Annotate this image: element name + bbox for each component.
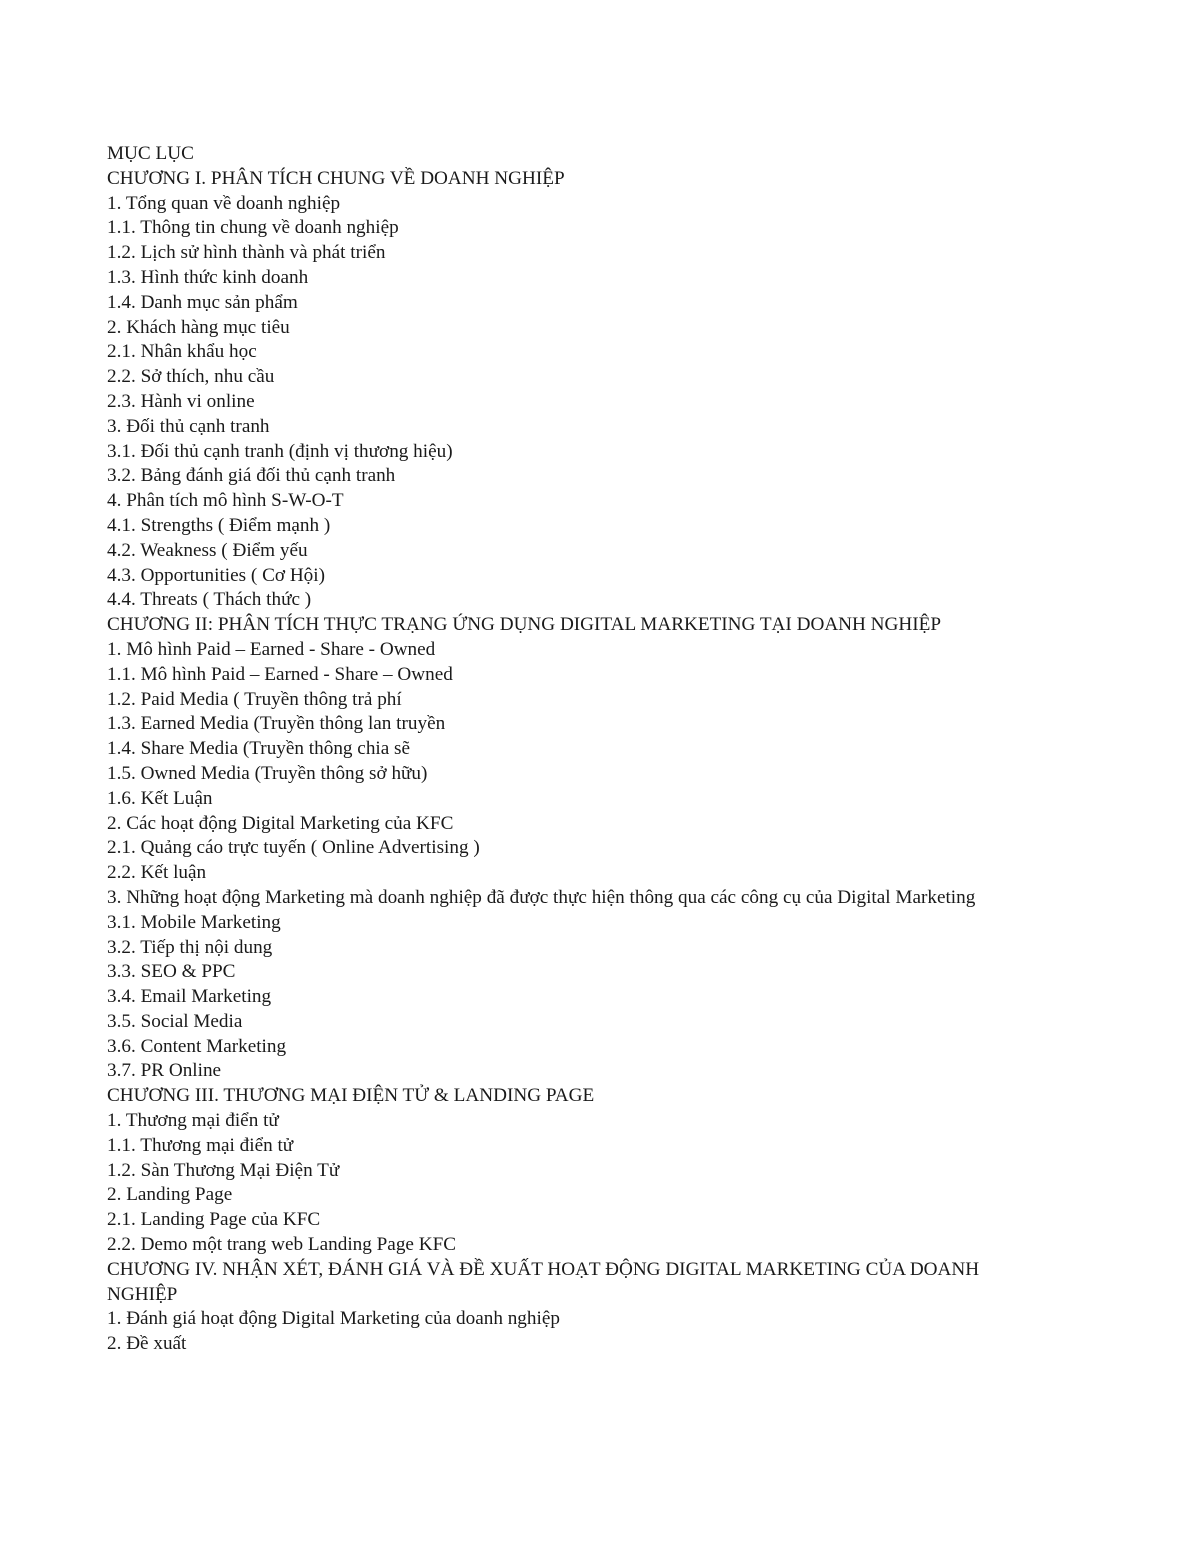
toc-line: 1.4. Share Media (Truyền thông chia sẽ [107,738,411,760]
toc-line: 3. Những hoạt động Marketing mà doanh nghiệp đã được thực hiện thông qua các công cụ của Digital Marketing [107,886,976,908]
toc-line: 4.2. Weakness ( Điểm yếu [107,539,308,561]
toc-line: 2. Khách hàng mục tiêu [107,316,290,338]
toc-line: 1. Thương mại điển tử [107,1110,279,1132]
toc-line: 4.3. Opportunities ( Cơ Hội) [107,564,325,586]
toc-line: 3.1. Mobile Marketing [107,911,281,933]
toc-line: 3. Đối thủ cạnh tranh [107,415,270,437]
toc-line: 3.6. Content Marketing [107,1035,287,1057]
toc-line: 1.2. Sàn Thương Mại Điện Tử [107,1159,340,1181]
toc-line: CHƯƠNG III. THƯƠNG MẠI ĐIỆN TỬ & LANDING PAGE [107,1085,595,1107]
toc-line: 1.3. Earned Media (Truyền thông lan truyền [107,713,446,735]
toc-line: 1.1. Mô hình Paid – Earned - Share – Owned [107,663,453,685]
toc-line: 2. Đề xuất [107,1333,187,1355]
toc-title: MỤC LỤC [107,143,194,164]
toc-line: 1.4. Danh mục sản phẩm [107,291,298,313]
toc-line: 2.3. Hành vi online [107,390,255,412]
toc-line: 1.1. Thương mại điển tử [107,1134,294,1156]
toc-line: 2. Landing Page [107,1184,233,1206]
toc-line: 3.2. Tiếp thị nội dung [107,936,273,958]
toc-line: 1. Tổng quan về doanh nghiệp [107,192,341,214]
toc-line: 1.3. Hình thức kinh doanh [107,266,309,288]
toc-line: 4.4. Threats ( Thách thức ) [107,589,312,611]
toc-line: 3.2. Bảng đánh giá đối thủ cạnh tranh [107,465,396,487]
toc-line: 3.3. SEO & PPC [107,961,236,983]
toc-line: 3.5. Social Media [107,1010,243,1032]
toc-line: 1.5. Owned Media (Truyền thông sở hữu) [107,762,428,784]
toc-line: 1.6. Kết Luận [107,787,213,809]
toc-line: CHƯƠNG I. PHÂN TÍCH CHUNG VỀ DOANH NGHIỆP [107,167,565,189]
toc-line: 1. Đánh giá hoạt động Digital Marketing của doanh nghiệp [107,1308,560,1330]
toc-line: 1.2. Lịch sử hình thành và phát triển [107,242,386,264]
toc-line: 2.2. Demo một trang web Landing Page KFC [107,1234,457,1256]
toc-line: 4.1. Strengths ( Điểm mạnh ) [107,514,331,536]
toc-line: 2.1. Quảng cáo trực tuyến ( Online Advertising ) [107,837,480,859]
toc-line: CHƯƠNG II: PHÂN TÍCH THỰC TRẠNG ỨNG DỤNG DIGITAL MARKETING TẠI DOANH NGHIỆP [107,614,942,636]
toc-line: 1.2. Paid Media ( Truyền thông trả phí [107,688,402,710]
toc-list [107,167,1107,1357]
chapter-4-heading-continued: NGHIỆP [107,1283,178,1305]
toc-line: 3.1. Đối thủ cạnh tranh (định vị thương hiệu) [107,440,453,462]
toc-line: 2. Các hoạt động Digital Marketing của KFC [107,812,454,834]
toc-line: 3.7. PR Online [107,1060,222,1082]
toc-line: 2.2. Kết luận [107,862,207,884]
toc-line: 1. Mô hình Paid – Earned - Share - Owned [107,638,436,660]
toc-line: 2.1. Nhân khẩu học [107,341,257,363]
chapter-4-heading: CHƯƠNG IV. NHẬN XÉT, ĐÁNH GIÁ VÀ ĐỀ XUẤT HOẠT ĐỘNG DIGITAL MARKETING CỦA DOANH [107,1258,980,1280]
toc-line: 2.1. Landing Page của KFC [107,1209,321,1231]
document-page [107,142,1107,1357]
toc-line: 4. Phân tích mô hình S-W-O-T [107,490,344,512]
toc-line: 3.4. Email Marketing [107,986,272,1008]
toc-line: 2.2. Sở thích, nhu cầu [107,366,275,388]
toc-line: 1.1. Thông tin chung về doanh nghiệp [107,217,399,239]
